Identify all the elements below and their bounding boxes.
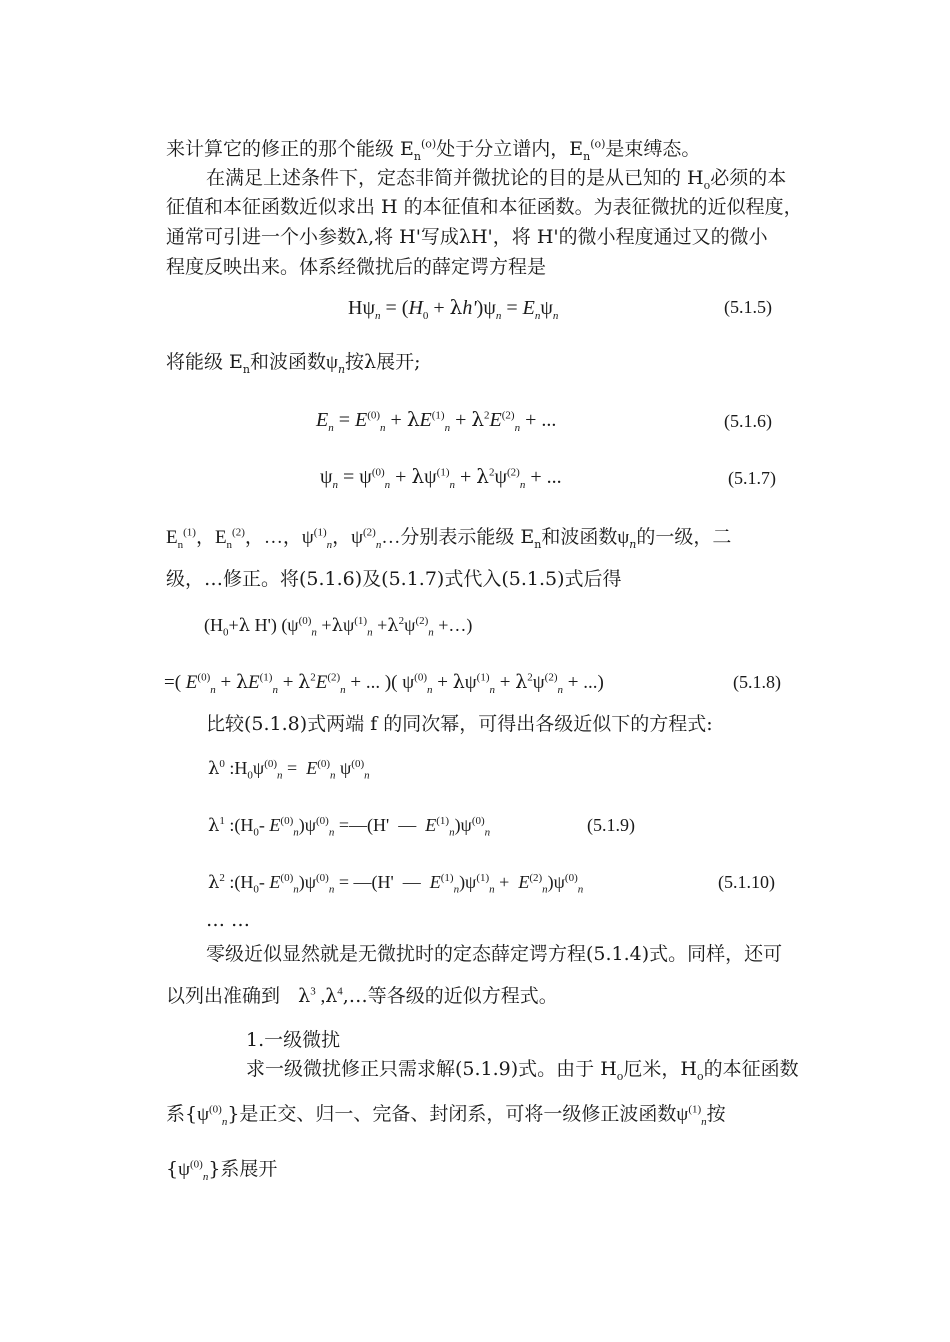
text: 厄米，H [623, 1058, 697, 1080]
text: { [166, 1158, 179, 1180]
text: 在满足上述条件下，定态非简并微扰论的目的是从已知的 H [206, 167, 704, 189]
superscript: (o) [590, 137, 606, 151]
paragraph-line [166, 350, 421, 375]
lambda-symbol: λ [458, 226, 471, 248]
subscript: n [552, 310, 559, 322]
subscript: o [616, 1069, 624, 1083]
text: 和波函数 [541, 526, 618, 548]
subscript: o [696, 1069, 704, 1083]
equation-expansion: ($H_0+\lambda$ H') ($\psi^{(0)}_n +\lambda\psi^{(1)}_n +\lambda^2\psi^{(2)}_n$ +…) [204, 615, 473, 639]
text: }系展开 [208, 1158, 278, 1180]
equation-5-1-6: $E_n = E^{(0)}_n + \lambda E^{(1)}_n + \lambda^2E^{(2)}_n$ + ... [316, 407, 557, 434]
lambda-symbol: λ [356, 226, 369, 248]
text: 程度反映出来。体系经微扰后的薛定谔方程是 [166, 256, 547, 278]
equation-order-0: $\lambda^0$ $:H_0\psi^{(0)}_n = E^{(0)}_n$ $\psi^{(0)}_n$ [208, 758, 370, 782]
paragraph-line [166, 195, 803, 219]
equation-number: (5.1.7) [728, 468, 776, 488]
paragraph-line: $E_n^{(1)}$，$E_n^{(2)}$，…，$\psi^{(1)}_n$，$\psi^{(2)}_n\dots$分别表示能级 $E_n$和波函数$\psi_n$的一级，二 [166, 526, 732, 551]
equation-5-1-8: =( $E^{(0)}_n + \lambda E^{(1)}_n + \lambda^2E^{(2)}_n$ + ... )( $\psi^{(0)}_n + \lambda\psi^{(1)}_n + \lambda^2\psi^{(2)}_n$ + ...) [164, 671, 604, 696]
section-title: 1.一级微扰 [246, 1029, 341, 1051]
equation-number: (5.1.6) [724, 411, 772, 431]
text: 展开; [376, 351, 421, 373]
text: 分别表示能级 E [400, 526, 535, 548]
equation-number: (5.1.5) [724, 297, 772, 317]
subscript: n [495, 310, 502, 322]
text: 以列出准确到 [166, 985, 281, 1007]
subscript: n [242, 362, 251, 376]
lambda-symbol: λ [364, 351, 377, 373]
text: 来计算它的修正的那个能级 E [166, 138, 414, 160]
equation-number: (5.1.8) [733, 672, 781, 692]
psi-symbol: ψ [483, 297, 496, 319]
text: 的本征函数 [703, 1058, 799, 1080]
text: 比较(5.1.8)式两端 f 的同次幂，可得出各级近似下的方程式: [206, 713, 713, 735]
subscript: n [583, 149, 591, 163]
text: 的一级，二 [636, 526, 732, 548]
lambda-symbol: λ [449, 295, 463, 319]
subscript: n [337, 362, 346, 376]
subscript: n [413, 149, 422, 163]
equation-number: (5.1.9) [587, 815, 635, 835]
text: 按 [706, 1103, 726, 1125]
text: H'，将 H'的微小程度通过又的微小 [470, 226, 768, 248]
text: 必须的本 [710, 167, 787, 189]
subscript: n [534, 310, 541, 322]
equation-5-1-5: $H\psi_n = (H_0 + \lambda h')\psi_n = E_n\psi_n$ [348, 295, 559, 322]
equation-number: (5.1.10) [718, 872, 775, 892]
text: 级，…修正。将(5.1.6)及(5.1.7)式代入(5.1.5)式后得 [166, 568, 622, 590]
text: 求一级微扰修正只需求解(5.1.9)式。由于 H [246, 1058, 617, 1080]
psi-symbol: ψ [326, 352, 338, 373]
text: }是正交、归一、完备、封闭系，可将一级修正波函数 [227, 1103, 677, 1125]
paragraph-line [166, 225, 768, 249]
subscript: o [703, 178, 711, 192]
paragraph-line: 系$\{\psi^{(0)}_n\}$是正交、归一、完备、封闭系，可将一级修正波函数$\psi^{(1)}_n$按 [166, 1103, 726, 1128]
text: 按 [345, 351, 365, 373]
text: 将能级 E [166, 351, 243, 373]
text: ,将 H'写成 [368, 226, 459, 248]
text: ,…等各级的近似方程式。 [342, 985, 558, 1007]
paragraph-line [206, 942, 782, 966]
paragraph-line [246, 1057, 799, 1081]
superscript: (o) [421, 137, 437, 151]
paragraph-line [166, 567, 622, 591]
equation-order-2: $\lambda^2$ $:(H_0-$ $E^{(0)}_n)\psi^{(0)}_n$ = —(H' — $E^{(1)}_n)\psi^{(1)}_n + E^{(2)}_n)\psi^{(0)}_n$ [208, 872, 584, 896]
equation-5-1-7: $\psi_n = \psi^{(0)}_n + \lambda\psi^{(1)}_n + \lambda^2\psi^{(2)}_n$ + ... [320, 464, 562, 491]
paragraph-line [206, 712, 713, 736]
paragraph-line: 以列出准确到 $\lambda^3$ $,\lambda^4,\dots$等各级的近似方程式。 [166, 985, 558, 1007]
psi-symbol: ψ [362, 297, 375, 319]
paragraph-line [206, 166, 786, 190]
ellipsis-line: … … [206, 909, 251, 931]
text: 是束缚态。 [605, 138, 701, 160]
text: 通常可引进一个小参数 [166, 226, 357, 248]
subscript: n [374, 310, 381, 322]
equation-order-1: $\lambda^1$ $:(H_0-$ $E^{(0)}_n)\psi^{(0)}_n$ =—(H' — $E^{(1)}_n)\psi^{(0)}_n$ [208, 815, 491, 839]
text: 和波函数 [250, 351, 327, 373]
paragraph-line: $\{\psi^{(0)}_n\}$系展开 [166, 1158, 278, 1183]
paragraph-line [166, 255, 546, 279]
psi-symbol: ψ [540, 297, 553, 319]
text: 系{ [166, 1103, 198, 1125]
text: 征值和本征函数近似求出 H 的本征值和本征函数。为表征微扰的近似程度， [166, 196, 803, 218]
text: 零级近似显然就是无微扰时的定态薛定谔方程(5.1.4)式。同样，还可 [206, 943, 783, 965]
paragraph-line [166, 137, 700, 161]
text: 处于分立谱内，E [436, 138, 584, 160]
